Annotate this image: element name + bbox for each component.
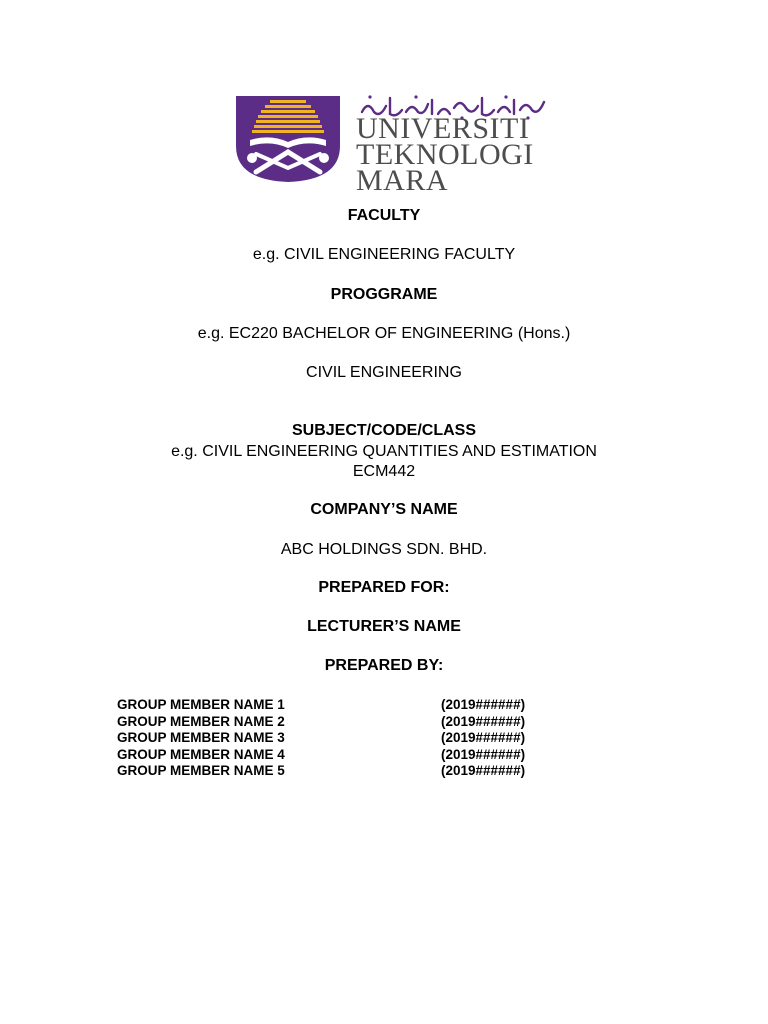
lecturer-name: LECTURER’S NAME [307, 618, 461, 635]
list-item [117, 763, 557, 780]
member-id: (2019######) [441, 763, 526, 779]
subject-code: ECM442 [352, 463, 416, 480]
member-id: (2019######) [441, 730, 526, 746]
university-wordmark [356, 112, 534, 197]
list-item [117, 730, 557, 747]
company-value: ABC HOLDINGS SDN. BHD. [280, 541, 488, 558]
programme-value-2: CIVIL ENGINEERING [306, 364, 462, 381]
member-id: (2019######) [441, 697, 526, 712]
subject-value: e.g. CIVIL ENGINEERING QUANTITIES AND ESTIMATION [171, 443, 597, 460]
member-id: (2019######) [441, 746, 526, 762]
company-heading: COMPANY’S NAME [310, 501, 458, 518]
programme-heading: PROGGRAME [330, 286, 438, 303]
subject-heading: SUBJECT/CODE/CLASS [291, 422, 477, 439]
university-logo [232, 94, 552, 197]
member-name: GROUP MEMBER NAME 3 [117, 730, 285, 746]
faculty-heading: FACULTY [347, 207, 421, 224]
wordmark-line-3: MARA [356, 164, 449, 197]
prepared-by-heading: PREPARED BY: [324, 657, 444, 674]
prepared-for-heading: PREPARED FOR: [318, 579, 450, 596]
member-name: GROUP MEMBER NAME 4 [117, 746, 285, 762]
wordmark-line-1: UNIVERSITI [356, 112, 530, 145]
list-item [117, 697, 557, 714]
list-item [117, 714, 557, 731]
programme-value: e.g. EC220 BACHELOR OF ENGINEERING (Hons.) [197, 325, 571, 342]
member-name: GROUP MEMBER NAME 1 [117, 697, 285, 712]
uitm-crest-icon [232, 94, 344, 184]
list-item [117, 747, 557, 764]
member-name: GROUP MEMBER NAME 5 [117, 763, 285, 779]
group-member-list [117, 697, 557, 780]
member-id: (2019######) [441, 713, 526, 729]
member-name: GROUP MEMBER NAME 2 [117, 713, 285, 729]
faculty-value: e.g. CIVIL ENGINEERING FACULTY [252, 246, 516, 263]
wordmark-line-2: TEKNOLOGI [356, 138, 534, 171]
